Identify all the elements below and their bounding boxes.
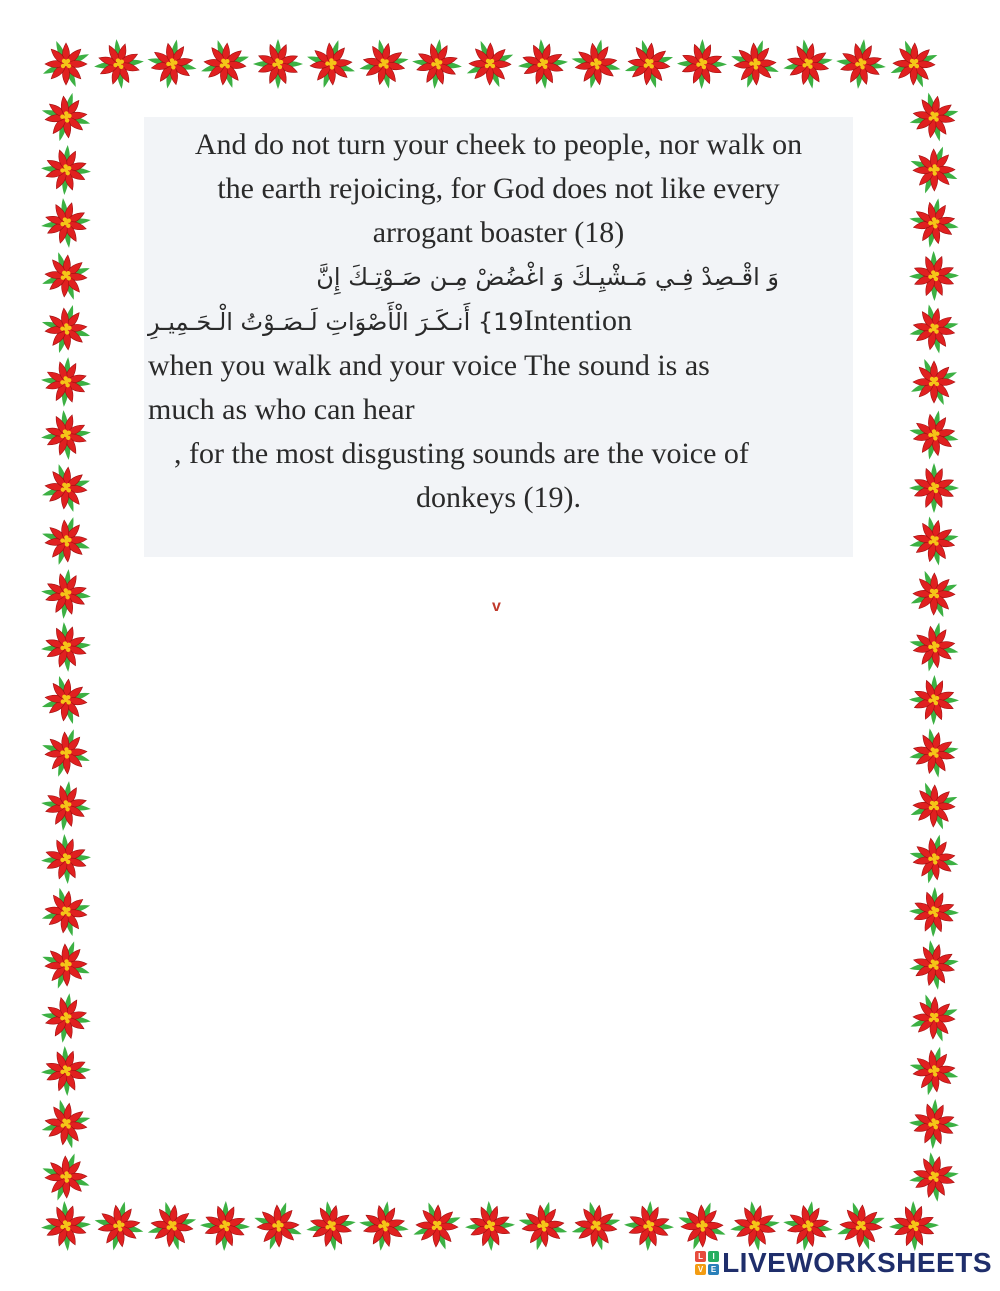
poinsettia-icon xyxy=(40,780,92,832)
poinsettia-icon xyxy=(146,1200,198,1252)
poinsettia-icon xyxy=(40,409,92,461)
poinsettia-icon xyxy=(40,144,92,196)
poinsettia-icon xyxy=(570,1200,622,1252)
arabic-line-2 xyxy=(148,299,849,344)
verse-line-2: the earth rejoicing, for God does not like every xyxy=(217,172,780,205)
poinsettia-icon xyxy=(908,356,960,408)
poinsettia-icon xyxy=(782,38,834,90)
poinsettia-icon xyxy=(517,1200,569,1252)
poinsettia-icon xyxy=(908,780,960,832)
answer-marker[interactable]: v xyxy=(492,598,501,615)
verse-line-3: arrogant boaster (18) xyxy=(372,216,625,249)
poinsettia-icon xyxy=(358,38,410,90)
liveworksheets-brand xyxy=(695,1247,992,1279)
verse-line-5: much as who can hear xyxy=(148,393,415,426)
poinsettia-icon xyxy=(908,462,960,514)
poinsettia-icon xyxy=(782,1200,834,1252)
poinsettia-icon xyxy=(888,1200,940,1252)
poinsettia-icon xyxy=(40,621,92,673)
poinsettia-icon xyxy=(908,409,960,461)
poinsettia-icon xyxy=(908,674,960,726)
poinsettia-icon xyxy=(908,303,960,355)
poinsettia-icon xyxy=(40,939,92,991)
poinsettia-icon xyxy=(40,462,92,514)
poinsettia-icon xyxy=(570,38,622,90)
poinsettia-icon xyxy=(411,1200,463,1252)
poinsettia-icon xyxy=(252,1200,304,1252)
poinsettia-icon xyxy=(40,727,92,779)
poinsettia-icon xyxy=(908,1098,960,1150)
poinsettia-icon xyxy=(40,833,92,885)
verse-line-6: , for the most disgusting sounds are the voice of xyxy=(174,437,749,470)
poinsettia-icon xyxy=(40,1098,92,1150)
poinsettia-icon xyxy=(252,38,304,90)
verse-line-4: when you walk and your voice The sound is as xyxy=(148,349,710,382)
poinsettia-icon xyxy=(676,38,728,90)
poinsettia-icon xyxy=(517,38,569,90)
arabic-fragment: 19} أَنـكَـرَ الْأَصْوَاتِ لَـصَـوْتُ الْـحَـمِيـرِ xyxy=(148,308,524,336)
poinsettia-icon xyxy=(464,1200,516,1252)
poinsettia-icon xyxy=(40,91,92,143)
poinsettia-icon xyxy=(199,1200,251,1252)
poinsettia-icon xyxy=(908,568,960,620)
poinsettia-icon xyxy=(40,1200,92,1252)
poinsettia-icon xyxy=(93,38,145,90)
logo-letter-i: I xyxy=(708,1251,719,1262)
poinsettia-icon xyxy=(729,38,781,90)
poinsettia-icon xyxy=(40,1045,92,1097)
poinsettia-icon xyxy=(40,303,92,355)
poinsettia-icon xyxy=(40,38,92,90)
poinsettia-icon xyxy=(411,38,463,90)
poinsettia-icon xyxy=(908,144,960,196)
poinsettia-icon xyxy=(676,1200,728,1252)
poinsettia-icon xyxy=(40,886,92,938)
logo-letter-l: L xyxy=(695,1251,706,1262)
intention-word: Intention xyxy=(523,304,632,337)
poinsettia-icon xyxy=(908,91,960,143)
verse-line-1: And do not turn your cheek to people, nor walk on xyxy=(194,128,803,161)
poinsettia-icon xyxy=(623,38,675,90)
poinsettia-icon xyxy=(908,727,960,779)
poinsettia-icon xyxy=(40,356,92,408)
verse-text-box xyxy=(144,117,853,557)
poinsettia-icon xyxy=(623,1200,675,1252)
poinsettia-icon xyxy=(908,833,960,885)
brand-name: LIVEWORKSHEETS xyxy=(722,1247,992,1278)
poinsettia-icon xyxy=(908,1151,960,1203)
poinsettia-icon xyxy=(40,1151,92,1203)
poinsettia-icon xyxy=(93,1200,145,1252)
verse-line-7: donkeys (19). xyxy=(416,481,581,514)
poinsettia-icon xyxy=(199,38,251,90)
poinsettia-icon xyxy=(358,1200,410,1252)
poinsettia-icon xyxy=(888,38,940,90)
logo-letter-v: V xyxy=(695,1264,706,1275)
poinsettia-icon xyxy=(305,38,357,90)
poinsettia-icon xyxy=(908,992,960,1044)
poinsettia-icon xyxy=(908,197,960,249)
poinsettia-icon xyxy=(908,1045,960,1097)
poinsettia-icon xyxy=(835,1200,887,1252)
poinsettia-icon xyxy=(908,621,960,673)
poinsettia-icon xyxy=(305,1200,357,1252)
poinsettia-icon xyxy=(908,250,960,302)
poinsettia-icon xyxy=(729,1200,781,1252)
poinsettia-icon xyxy=(40,992,92,1044)
poinsettia-icon xyxy=(40,250,92,302)
poinsettia-icon xyxy=(146,38,198,90)
poinsettia-icon xyxy=(40,674,92,726)
poinsettia-icon xyxy=(908,515,960,567)
liveworksheets-logo-icon xyxy=(695,1251,719,1275)
logo-letter-e: E xyxy=(708,1264,719,1275)
poinsettia-icon xyxy=(908,886,960,938)
arabic-line-1: وَ اقْـصِدْ فِـي مَـشْيِـكَ وَ اغْضُضْ مِـن صَـوْتِـكَ إِنَّ xyxy=(316,263,779,291)
poinsettia-icon xyxy=(40,197,92,249)
poinsettia-icon xyxy=(40,568,92,620)
poinsettia-icon xyxy=(835,38,887,90)
poinsettia-icon xyxy=(908,939,960,991)
poinsettia-icon xyxy=(464,38,516,90)
poinsettia-icon xyxy=(40,515,92,567)
